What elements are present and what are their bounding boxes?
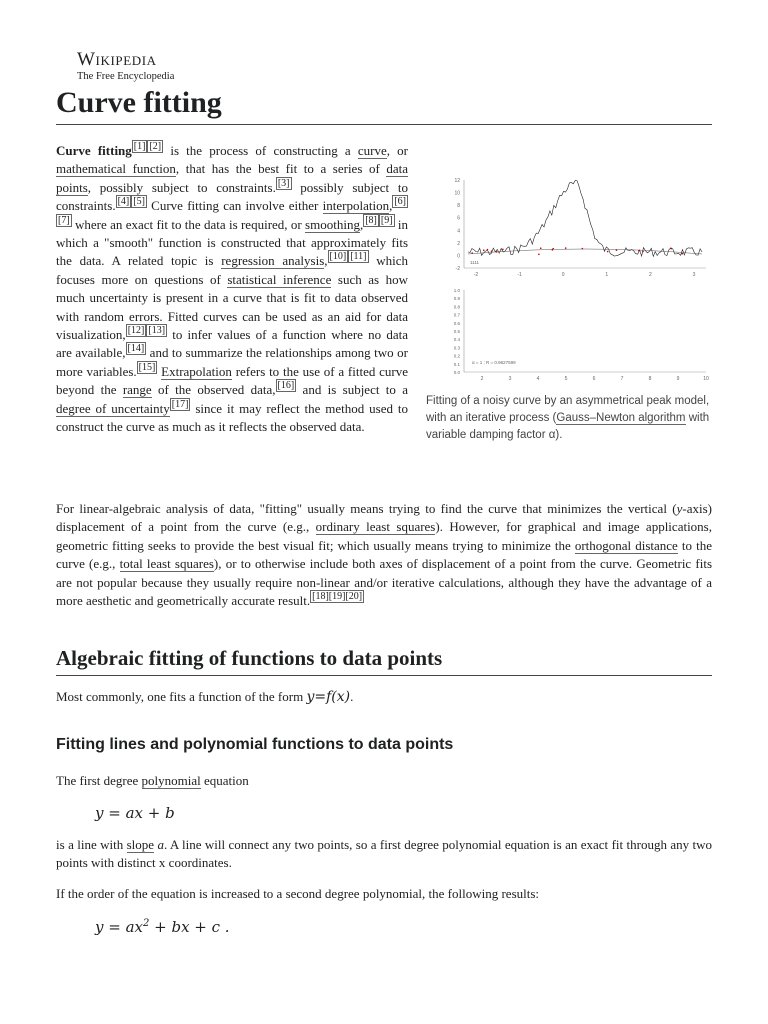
top-xtick-label: -1	[517, 272, 522, 278]
lead-section: 12 10 8 6 4 2 0 -2 -2 -1 0 1 2 3 1111 1.0 0.9 0.8 0.7 0.6 0.5 0.4 0.3 0.2 0.1 0.0 2 3 4 5 6 7 8 9 10 α = 1 ; R = 0.9627599 Fitting of a noisy curve by an asymmetrical peak model, with an iterative process (Gauss–Newton algorithm with variable damping factor α). Curve fitting [1] [2] is the process of constructing a curve, or mathematical function, that has the best fit to a series of data points, possibly subject to constraints. [3] possibly subject to constraints. [4] [5] Curve fitting can involve either interpolation, [6][7] where an exact fit to the data is required, or smoothing, [8] [9] in which a "smooth" function is constructed that approximately fits the data. A related topic is regression analysis, [10] [11] which focuses more on questions of statistical inference such as how much uncertainty is present in a curve that is fit to data observed with random errors. Fitted curves can be used as an aid for data visualization, [12] [13] to infer values of a function where no data are available, [14] and to summarize the relationships among two or more variables. [15] Extrapolation refers to the use of a fitted curve beyond the range of the observed data, [16] and is subject to a degree of uncertainty [17] since it may reflect the method used to construct the curve as much as it reflects the observed data.	[56, 142, 712, 448]
link-smoothing[interactable]: smoothing	[305, 216, 360, 232]
bottom-xtick-label: 3	[508, 376, 512, 382]
link-interpolation[interactable]: interpolation	[322, 198, 390, 214]
link-polynomial[interactable]: polynomial	[141, 773, 201, 788]
link-statistical-inference[interactable]: statistical inference	[227, 271, 332, 287]
ref-13[interactable]: [13]	[148, 325, 166, 337]
paragraph-line-slope: is a line with slope a. A line will connect any two points, so a first degree polynomial equation is an exact fit through any two points with distinct x coordinates.	[56, 837, 713, 871]
figure	[426, 160, 712, 444]
residual-point	[607, 251, 609, 253]
figure-caption	[426, 393, 712, 444]
link-slope[interactable]: slope	[126, 837, 155, 852]
link-mathematical-function[interactable]: mathematical function	[56, 161, 176, 177]
link-orthogonal-distance[interactable]: orthogonal distance	[574, 537, 678, 553]
bold-term: Curve fitting	[56, 143, 132, 158]
link-total-least-squares[interactable]: total least squares	[119, 556, 214, 572]
bottom-xtick-label: 4	[536, 376, 540, 382]
residual-point	[642, 251, 644, 253]
top-ytick-label: 2	[457, 240, 460, 247]
bottom-xtick-label: 6	[592, 376, 596, 382]
section-heading-algebraic-fitting: Algebraic fitting of functions to data points	[56, 644, 712, 676]
ref-5[interactable]: [5]	[133, 196, 145, 208]
bottom-xtick-label: 10	[703, 376, 709, 382]
ref-1[interactable]: [1]	[133, 141, 146, 152]
bottom-xtick-label: 7	[620, 376, 624, 382]
wordmark-title: Wikipedia	[77, 49, 157, 70]
link-gauss-newton[interactable]: Gauss–Newton algorithm	[556, 412, 686, 425]
residual-point	[487, 249, 489, 251]
ref-9[interactable]: [9]	[380, 214, 393, 226]
top-xtick-label: 1	[605, 272, 609, 278]
bottom-ytick-label: 0.9	[453, 296, 460, 302]
wordmark-subtitle: The Free Encyclopedia	[77, 71, 175, 82]
paragraph-geometric-fitting: For linear-algebraic analysis of data, "fitting" usually means trying to find the curve that minimizes the vertical (y-axis) displacement of a point from the curve (e.g., ordinary least squares). However, for graphical and image applications, geometric fitting seeks to provide the best visual fit; which usually means trying to minimize the orthogonal distance to the curve (e.g., total least squares), or to otherwise include both axes of displacement of a point from the curve. Geometric fits are not popular because they usually require non-linear and/or iterative calculations, although they have the advantage of a more aesthetic and geometrically accurate result. [18][19][20]	[56, 501, 713, 609]
link-degree-of-uncertainty[interactable]: degree of uncertainty	[56, 400, 170, 416]
residual-point	[582, 248, 584, 250]
link-range[interactable]: range	[122, 382, 152, 398]
bottom-xtick-label: 8	[648, 376, 652, 382]
link-data-points[interactable]: data points	[56, 161, 409, 195]
residual-point	[565, 247, 567, 249]
top-ytick-label: 10	[454, 190, 460, 197]
ref-8[interactable]: [8]	[365, 214, 377, 226]
bottom-xtick-label: 2	[480, 376, 484, 382]
ref-17[interactable]: [17]	[171, 398, 189, 410]
residual-point	[496, 251, 498, 253]
bottom-plot	[454, 288, 709, 382]
ref-3[interactable]: [3]	[277, 177, 290, 189]
paragraph-second-degree: If the order of the equation is increased to a second degree polynomial, the following results:	[56, 886, 540, 901]
ref-14[interactable]: [14]	[127, 343, 145, 355]
wikipedia-wordmark[interactable]	[77, 50, 174, 83]
link-extrapolation[interactable]: Extrapolation	[161, 363, 232, 379]
paragraph-first-degree: The first degree polynomial equation	[56, 773, 249, 788]
noisy-data-curve	[468, 180, 702, 256]
top-xtick-label: 0	[561, 272, 565, 278]
bottom-ytick-label: 0.5	[453, 329, 460, 334]
ref-12[interactable]: [12]	[127, 325, 145, 337]
ref-2[interactable]: [2]	[149, 141, 162, 152]
residual-point	[471, 252, 473, 254]
bottom-ytick-label: 0.4	[453, 337, 460, 343]
top-xtick-label: 2	[649, 272, 652, 278]
bottom-annotation: α = 1 ; R = 0.9627599	[472, 360, 516, 365]
bottom-xtick-label: 5	[564, 376, 568, 382]
top-xtick-label: 3	[692, 272, 696, 278]
link-ordinary-least-squares[interactable]: ordinary least squares	[315, 519, 436, 535]
residual-point	[491, 250, 493, 252]
bottom-xtick-label: 9	[676, 376, 680, 382]
top-ytick-label: 12	[454, 178, 460, 184]
ref-11[interactable]: [11]	[350, 251, 367, 263]
bottom-ytick-label: 0.1	[453, 361, 460, 367]
page-title: Curve fitting	[56, 84, 712, 125]
bottom-ytick-label: 0.3	[453, 345, 460, 351]
ref-15[interactable]: [15]	[138, 361, 156, 373]
bottom-ytick-label: 0.6	[453, 320, 460, 326]
bottom-ytick-label: 0.0	[453, 370, 460, 375]
paragraph-function-form: Most commonly, one fits a function of the form y=f(x).	[56, 689, 354, 705]
link-regression-analysis[interactable]: regression analysis	[221, 253, 325, 269]
residual-point	[681, 253, 683, 255]
ref-6[interactable]: [6]	[394, 196, 406, 208]
caption-text: Fitting of a noisy curve by an asymmetrical peak model, with an iterative process (	[426, 395, 710, 425]
top-ytick-label: 6	[457, 215, 460, 222]
top-plot	[454, 178, 706, 278]
residual-point	[638, 250, 640, 252]
residual-point	[538, 254, 540, 256]
bottom-ytick-label: 0.7	[453, 312, 460, 318]
residual-point	[670, 248, 672, 250]
refs-18-20[interactable]: [18][19][20]	[312, 591, 363, 603]
bottom-ytick-label: 0.2	[453, 353, 460, 359]
residual-point	[552, 248, 554, 250]
ref-10[interactable]: [10]	[329, 251, 347, 263]
ref-7[interactable]: [7]	[58, 214, 70, 226]
equation-linear: y = ax + b	[95, 804, 175, 822]
top-ytick-label: 0	[457, 253, 460, 260]
residual-point	[483, 249, 485, 251]
residual-point	[616, 249, 618, 251]
residual-point	[540, 247, 542, 249]
link-curve[interactable]: curve	[357, 143, 387, 158]
top-xtick-label: -2	[473, 272, 479, 278]
residual-point	[502, 249, 504, 251]
top-ytick-label: -2	[455, 266, 460, 272]
ref-16[interactable]: [16]	[277, 380, 295, 392]
bottom-ytick-label: 1.0	[453, 288, 460, 293]
subsection-heading-lines-polynomials: Fitting lines and polynomial functions to data points	[56, 736, 454, 753]
top-ytick-label: 8	[457, 203, 460, 210]
bottom-ytick-label: 0.8	[453, 304, 460, 310]
ref-4[interactable]: [4]	[117, 196, 130, 208]
caption-text-end: with variable damping factor α).	[426, 412, 710, 442]
top-annotation: 1111	[470, 260, 480, 265]
top-ytick-label: 4	[457, 228, 460, 235]
equation-quadratic: $y = ax^2$ + bx + c .	[95, 918, 230, 936]
figure-image[interactable]	[426, 160, 712, 382]
